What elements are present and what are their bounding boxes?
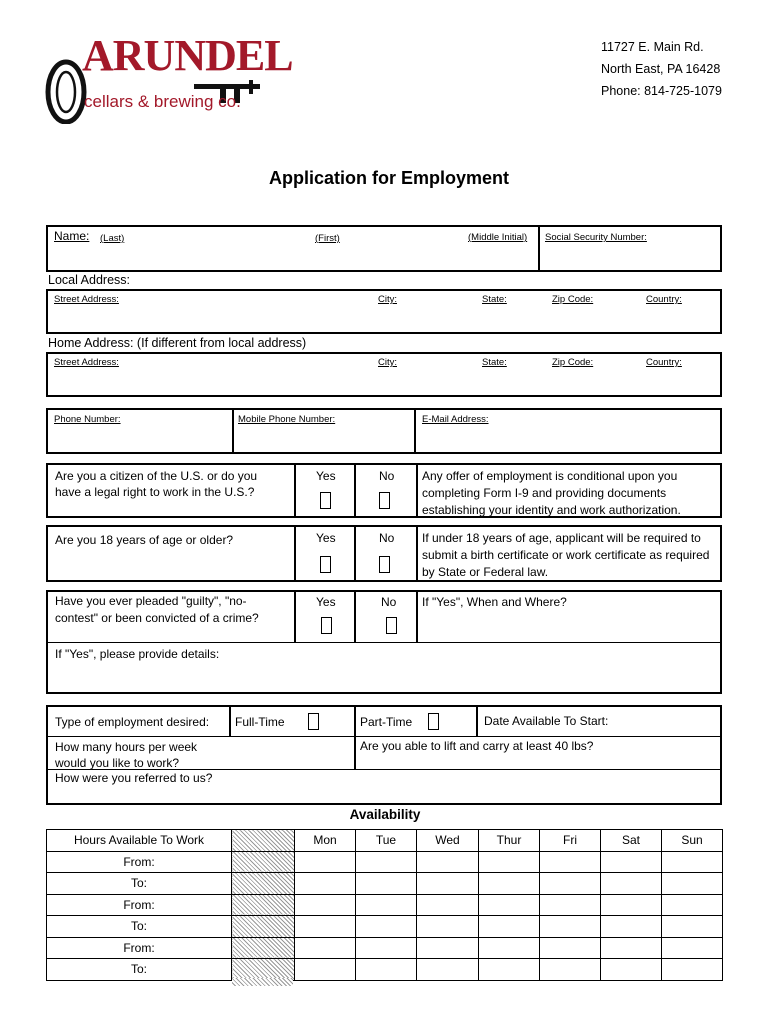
availability-row (47, 937, 723, 959)
time-cell[interactable] (479, 873, 540, 895)
crime-question: Have you ever pleaded "guilty", "no-contest" or been convicted of a crime? (55, 594, 259, 625)
hatched-cell (232, 873, 295, 895)
age-yes-checkbox[interactable] (320, 556, 331, 573)
logo-tagline: cellars & brewing co. (84, 92, 241, 111)
citizen-note: Any offer of employment is conditional upon you completing Form I-9 and providing documents establishing your identity and work authorization. (422, 469, 681, 517)
hatched-cell (232, 959, 295, 981)
day-header-sun: Sun (662, 830, 723, 852)
time-cell[interactable] (295, 894, 356, 916)
time-cell[interactable] (479, 937, 540, 959)
time-cell[interactable] (356, 894, 417, 916)
time-cell[interactable] (601, 873, 662, 895)
hatched-cell (232, 937, 295, 959)
date-available-field[interactable]: Date Available To Start: (484, 714, 609, 728)
referred-field[interactable]: How were you referred to us? (55, 771, 213, 785)
citizen-question-section (46, 463, 722, 518)
hours-header: Hours Available To Work (47, 830, 232, 852)
time-cell[interactable] (417, 873, 479, 895)
age-question-section (46, 525, 722, 582)
hours-per-week-field[interactable]: How many hours per week would you like to work? (55, 740, 198, 770)
time-cell[interactable] (601, 916, 662, 938)
day-header-wed: Wed (417, 830, 479, 852)
time-cell[interactable] (356, 851, 417, 873)
email-field[interactable]: E-Mail Address: (422, 414, 489, 425)
local-address-heading: Local Address: (48, 273, 130, 287)
citizen-yes-label: Yes (316, 469, 336, 483)
time-cell[interactable] (662, 894, 723, 916)
time-cell[interactable] (479, 851, 540, 873)
company-logo (44, 31, 293, 124)
hatched-cell (232, 851, 295, 873)
day-header-fri: Fri (540, 830, 601, 852)
full-time-label: Full-Time (235, 715, 285, 729)
part-time-label: Part-Time (360, 715, 413, 729)
time-cell[interactable] (601, 851, 662, 873)
time-cell[interactable] (479, 916, 540, 938)
time-cell[interactable] (417, 959, 479, 981)
phone-line: Phone: 814-725-1079 (601, 84, 722, 98)
day-header-thur: Thur (479, 830, 540, 852)
crime-yes-checkbox[interactable] (321, 617, 332, 634)
time-cell[interactable] (295, 873, 356, 895)
age-no-checkbox[interactable] (379, 556, 390, 573)
time-cell[interactable] (479, 959, 540, 981)
first-name-field[interactable]: (First) (315, 233, 340, 244)
age-yes-label: Yes (316, 531, 336, 545)
hatched-strip (232, 978, 293, 986)
time-cell[interactable] (662, 937, 723, 959)
time-cell[interactable] (662, 873, 723, 895)
crime-when-where[interactable]: If "Yes", When and Where? (422, 595, 567, 609)
home-city-field[interactable]: City: (378, 357, 397, 368)
hatched-cell (232, 916, 295, 938)
row-label: From: (47, 851, 232, 873)
last-name-field[interactable]: (Last) (100, 233, 125, 244)
mobile-phone-field[interactable]: Mobile Phone Number: (238, 414, 336, 425)
time-cell[interactable] (662, 916, 723, 938)
name-section (46, 225, 722, 272)
time-cell[interactable] (540, 894, 601, 916)
day-header-sat: Sat (601, 830, 662, 852)
row-label: From: (47, 937, 232, 959)
time-cell[interactable] (540, 851, 601, 873)
availability-row (47, 959, 723, 981)
name-label: Name: (54, 229, 90, 243)
home-address-heading: Home Address: (If different from local address) (48, 336, 307, 350)
time-cell[interactable] (540, 873, 601, 895)
local-address-box[interactable] (46, 289, 722, 334)
local-state-field[interactable]: State: (482, 294, 507, 305)
time-cell[interactable] (417, 937, 479, 959)
time-cell[interactable] (356, 873, 417, 895)
home-address-box[interactable] (46, 352, 722, 397)
home-state-field[interactable]: State: (482, 357, 507, 368)
full-time-checkbox[interactable] (308, 713, 319, 730)
availability-header-row (47, 830, 723, 852)
address-line-1: 11727 E. Main Rd. (601, 40, 704, 54)
row-label: To: (47, 916, 232, 938)
day-header-tue: Tue (356, 830, 417, 852)
home-zip-field[interactable]: Zip Code: (552, 357, 594, 368)
time-cell[interactable] (417, 894, 479, 916)
lift-question-field[interactable]: Are you able to lift and carry at least 40 lbs? (360, 739, 594, 753)
age-note: If under 18 years of age, applicant will be required to submit a birth certificate or work certificate as required by State or Federal law. (422, 531, 710, 579)
citizen-question: Are you a citizen of the U.S. or do you have a legal right to work in the U.S.? (55, 469, 258, 499)
age-question: Are you 18 years of age or older? (55, 533, 234, 547)
contact-section (46, 408, 722, 454)
crime-question-section (46, 590, 722, 694)
citizen-no-checkbox[interactable] (379, 492, 390, 509)
availability-row (47, 851, 723, 873)
employment-type-label: Type of employment desired: (55, 715, 210, 729)
time-cell[interactable] (417, 851, 479, 873)
logo-name: ARUNDEL (82, 31, 293, 80)
time-cell[interactable] (356, 916, 417, 938)
local-country-field[interactable]: Country: (646, 294, 682, 305)
employment-section (46, 705, 722, 805)
row-label: To: (47, 959, 232, 981)
time-cell[interactable] (601, 959, 662, 981)
address-line-2: North East, PA 16428 (601, 62, 721, 76)
crime-no-checkbox[interactable] (386, 617, 397, 634)
time-cell[interactable] (356, 937, 417, 959)
time-cell[interactable] (540, 937, 601, 959)
time-cell[interactable] (295, 937, 356, 959)
company-address (601, 36, 722, 102)
hatched-cell (232, 894, 295, 916)
time-cell[interactable] (295, 916, 356, 938)
time-cell[interactable] (540, 959, 601, 981)
time-cell[interactable] (662, 851, 723, 873)
time-cell[interactable] (417, 916, 479, 938)
time-cell[interactable] (540, 916, 601, 938)
local-zip-field[interactable]: Zip Code: (552, 294, 594, 305)
row-label: From: (47, 894, 232, 916)
time-cell[interactable] (295, 959, 356, 981)
middle-initial-field[interactable]: (Middle Initial) (468, 232, 528, 243)
availability-row (47, 873, 723, 895)
time-cell[interactable] (295, 851, 356, 873)
crime-yes-label: Yes (316, 595, 336, 609)
citizen-no-label: No (379, 469, 395, 483)
citizen-yes-checkbox[interactable] (320, 492, 331, 509)
part-time-checkbox[interactable] (428, 713, 439, 730)
hatched-cell (232, 830, 295, 852)
availability-row (47, 894, 723, 916)
availability-table (46, 829, 723, 981)
availability-heading: Availability (349, 807, 421, 822)
availability-row (47, 916, 723, 938)
day-header-mon: Mon (295, 830, 356, 852)
home-street-field[interactable]: Street Address: (54, 357, 119, 368)
phone-number-field[interactable]: Phone Number: (54, 414, 121, 425)
local-street-field[interactable]: Street Address: (54, 294, 119, 305)
age-no-label: No (379, 531, 395, 545)
crime-details-field[interactable]: If "Yes", please provide details: (55, 647, 220, 661)
time-cell[interactable] (479, 894, 540, 916)
local-city-field[interactable]: City: (378, 294, 397, 305)
page-title: Application for Employment (268, 168, 509, 188)
time-cell[interactable] (356, 959, 417, 981)
row-label: To: (47, 873, 232, 895)
time-cell[interactable] (601, 937, 662, 959)
crime-no-label: No (381, 595, 397, 609)
time-cell[interactable] (601, 894, 662, 916)
home-country-field[interactable]: Country: (646, 357, 682, 368)
time-cell[interactable] (662, 959, 723, 981)
ssn-field[interactable]: Social Security Number: (545, 232, 647, 243)
